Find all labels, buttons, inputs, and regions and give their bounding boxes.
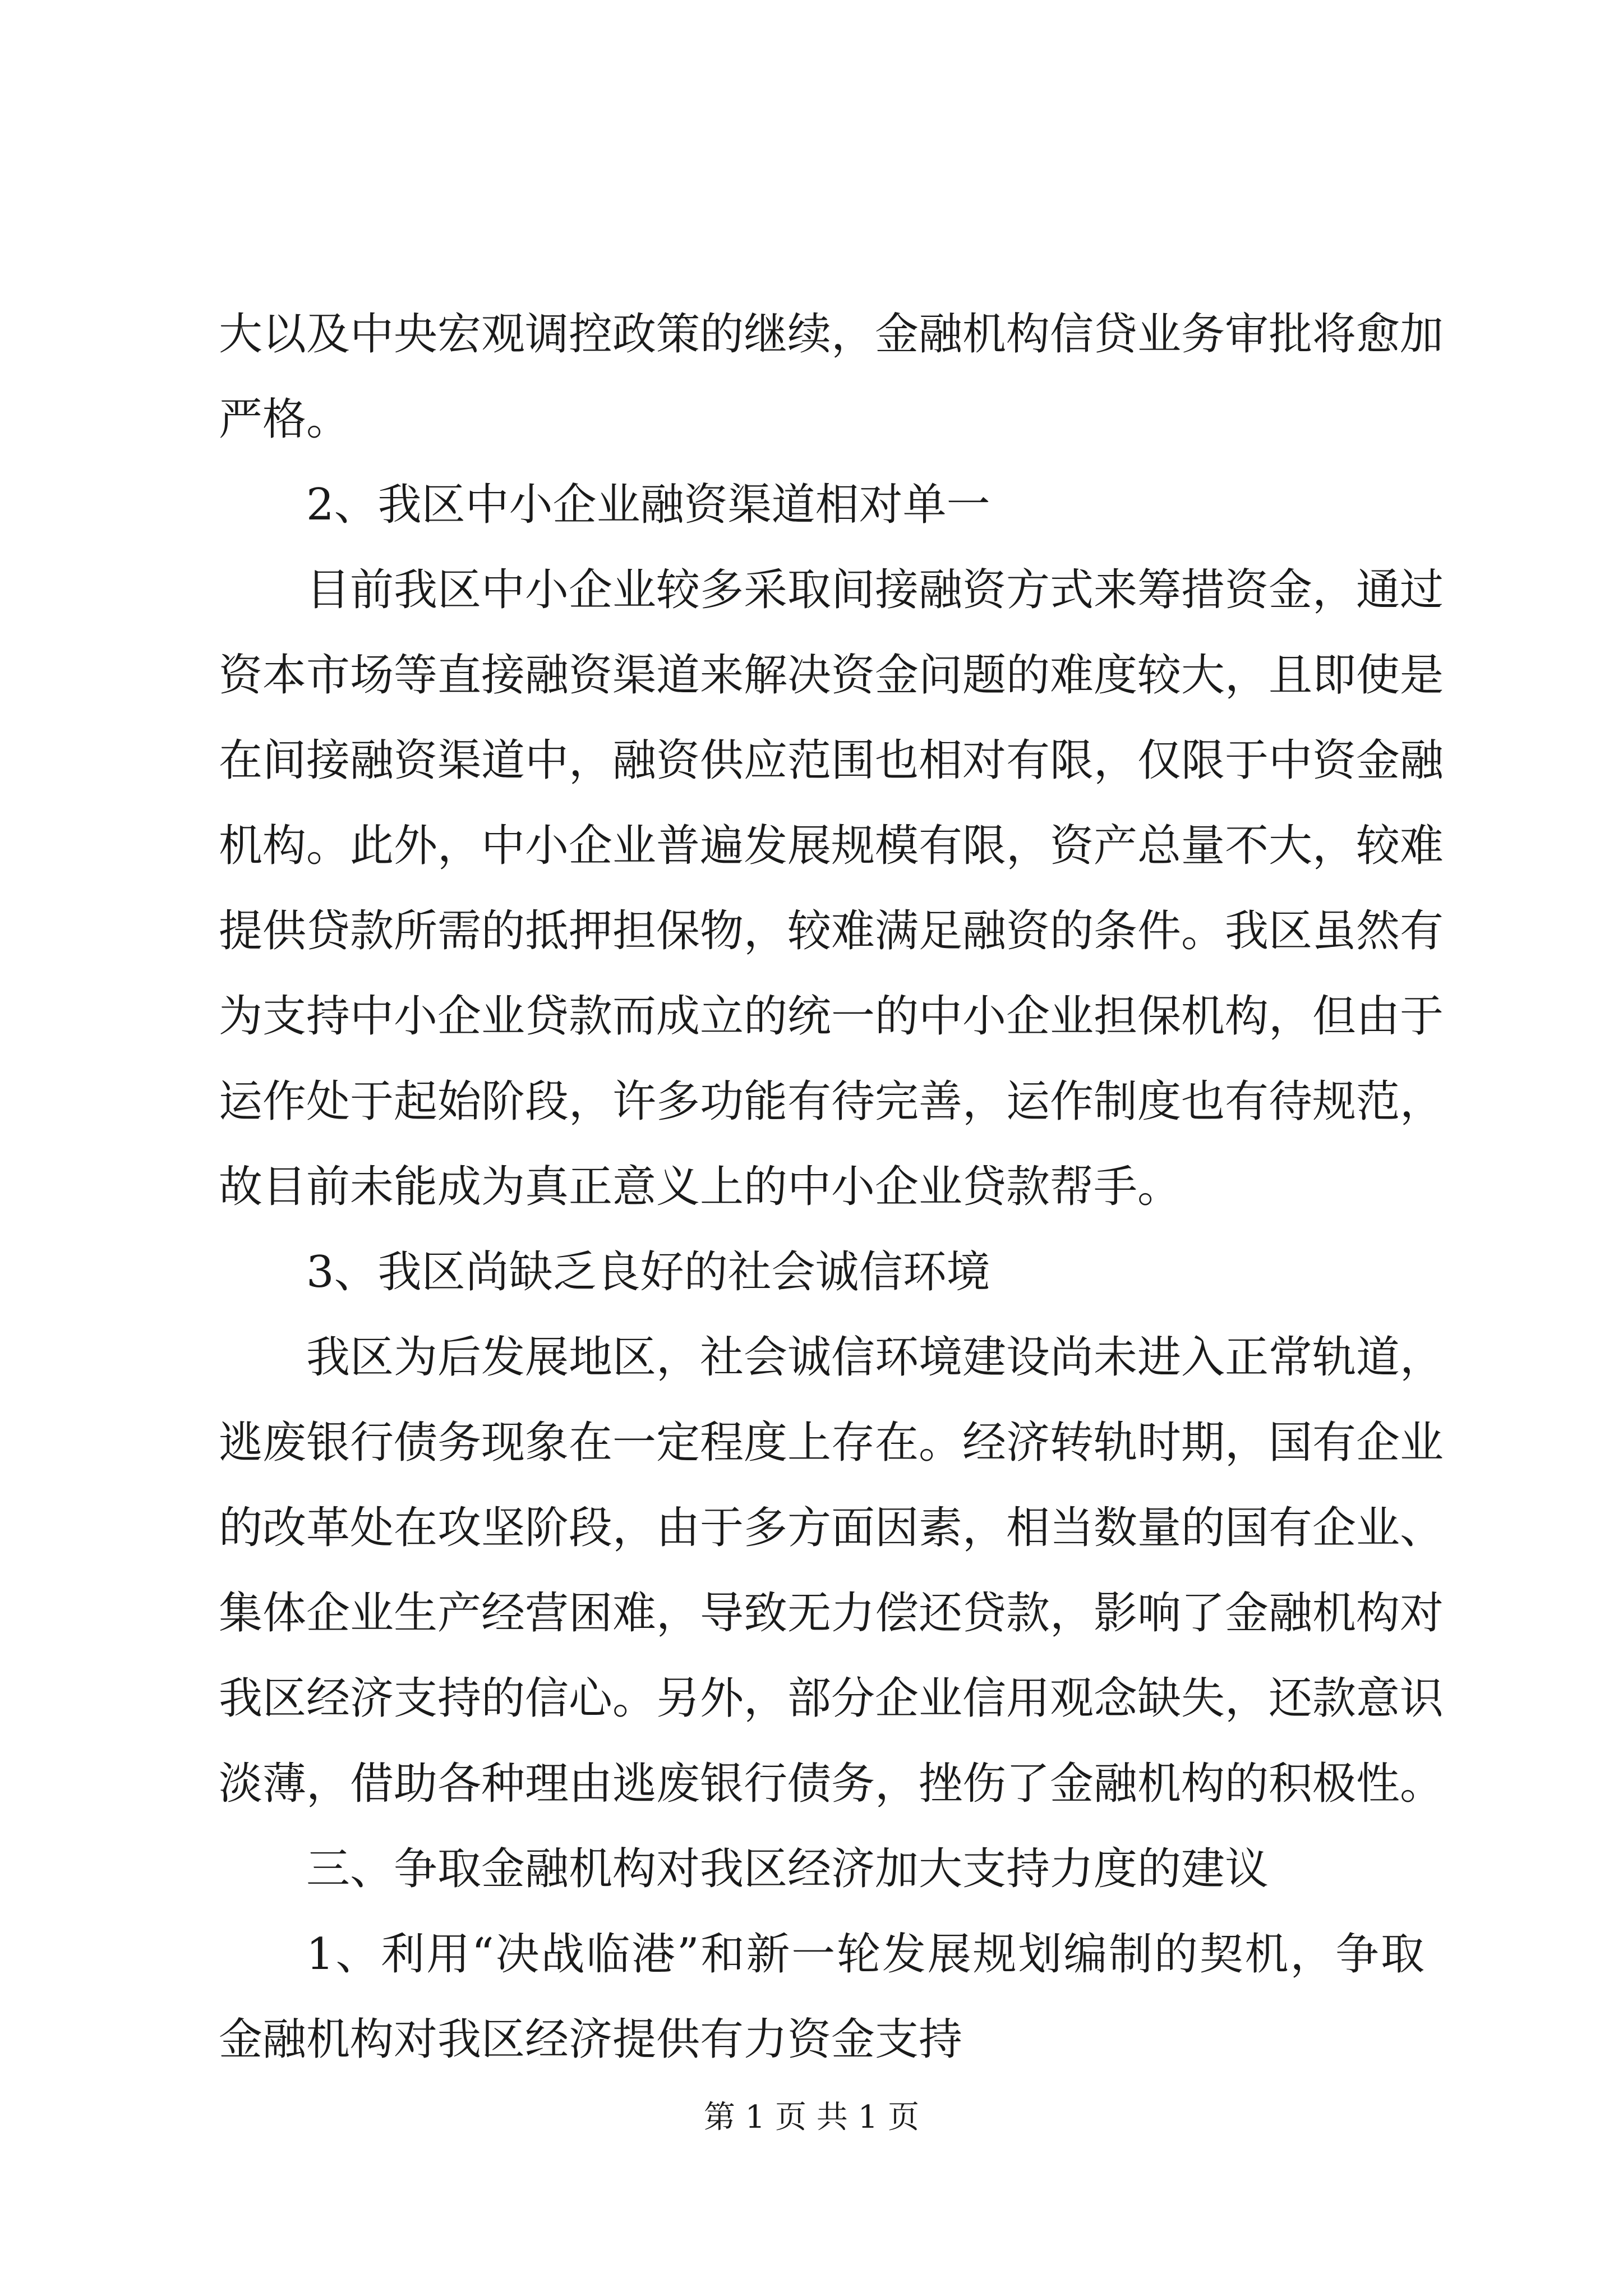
text-line: 运作处于起始阶段，许多功能有待完善，运作制度也有待规范， (219, 1076, 1444, 1127)
text-line: 我区经济支持的信心。另外，部分企业信用观念缺失，还款意识 (219, 1673, 1444, 1724)
text-line: 3、我区尚缺乏良好的社会诚信环境 (306, 1247, 990, 1297)
text-line: 我区为后发展地区，社会诚信环境建设尚未进入正常轨道， (306, 1332, 1444, 1383)
text-line: 1、利用“决战临港”和新一轮发展规划编制的契机，争取 (306, 1929, 1424, 1980)
text-line: 资本市场等直接融资渠道来解决资金问题的难度较大，且即使是 (219, 650, 1444, 701)
text-line: 目前我区中小企业较多采取间接融资方式来筹措资金，通过 (306, 565, 1444, 615)
document-body (219, 292, 1444, 2082)
text-line: 在间接融资渠道中，融资供应范围也相对有限，仅限于中资金融 (219, 735, 1444, 786)
text-line: 严格。 (219, 394, 351, 445)
text-line: 逃废银行债务现象在一定程度上存在。经济转轨时期，国有企业 (219, 1418, 1444, 1468)
page-footer: 第 1 页 共 1 页 (703, 2099, 920, 2136)
text-line: 故目前未能成为真正意义上的中小企业贷款帮手。 (219, 1162, 1182, 1212)
text-line: 三、争取金融机构对我区经济加大支持力度的建议 (306, 1844, 1269, 1894)
text-line: 提供贷款所需的抵押担保物，较难满足融资的条件。我区虽然有 (219, 906, 1444, 956)
text-line: 为支持中小企业贷款而成立的统一的中小企业担保机构，但由于 (219, 991, 1444, 1042)
text-line: 集体企业生产经营困难，导致无力偿还贷款，影响了金融机构对 (219, 1588, 1444, 1639)
text-line: 大以及中央宏观调控政策的继续，金融机构信贷业务审批将愈加 (219, 309, 1444, 360)
text-line: 的改革处在攻坚阶段，由于多方面因素，相当数量的国有企业、 (219, 1503, 1444, 1553)
text-line: 淡薄，借助各种理由逃废银行债务，挫伤了金融机构的积极性。 (219, 1759, 1444, 1809)
text-line: 机构。此外，中小企业普遍发展规模有限，资产总量不大，较难 (219, 821, 1444, 871)
text-line: 2、我区中小企业融资渠道相对单一 (306, 480, 990, 530)
text-line: 金融机构对我区经济提供有力资金支持 (219, 2014, 963, 2065)
